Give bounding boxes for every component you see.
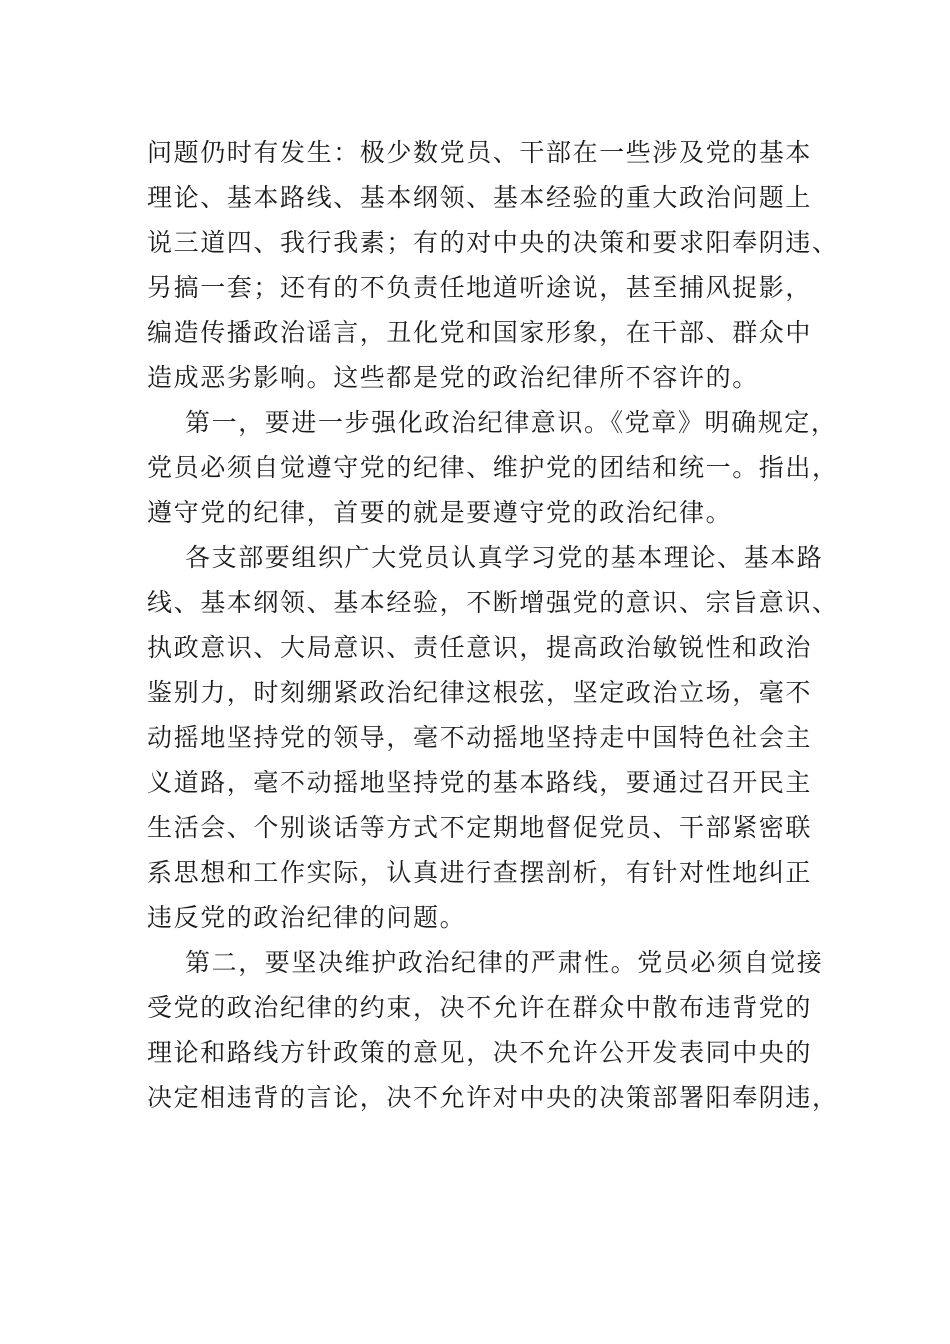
text-line: 系思想和工作实际，认真进行查摆剖析，有针对性地纠正: [147, 858, 813, 887]
text-line: 编造传播政治谣言，丑化党和国家形象，在干部、群众中: [147, 318, 813, 347]
text-line: 动摇地坚持党的领导，毫不动摇地坚持走中国特色社会主: [147, 723, 813, 752]
text-line: 说三道四、我行我素；有的对中央的决策和要求阳奉阴违、: [147, 228, 839, 257]
text-line: 遵守党的纪律，首要的就是要遵守党的政治纪律。: [147, 498, 733, 527]
text-line: 生活会、个别谈话等方式不定期地督促党员、干部紧密联: [147, 813, 813, 842]
text-line: 另搞一套；还有的不负责任地道听途说，甚至捕风捉影，: [147, 273, 813, 302]
text-line: 理论和路线方针政策的意见，决不允许公开发表同中央的: [147, 1038, 813, 1067]
text-line: 线、基本纲领、基本经验，不断增强党的意识、宗旨意识、: [147, 588, 839, 617]
text-line: 理论、基本路线、基本纲领、基本经验的重大政治问题上: [147, 183, 813, 212]
paragraph-first-line: 各支部要组织广大党员认真学习党的基本理论、基本路: [185, 543, 824, 572]
text-line: 决定相违背的言论，决不允许对中央的决策部署阳奉阴违，: [147, 1083, 839, 1112]
text-line: 鉴别力，时刻绷紧政治纪律这根弦，坚定政治立场，毫不: [147, 678, 813, 707]
paragraph-first-line: 第一，要进一步强化政治纪律意识。《党章》明确规定，: [185, 408, 838, 437]
text-line: 违反党的政治纪律的问题。: [147, 903, 467, 932]
text-line: 义道路，毫不动摇地坚持党的基本路线，要通过召开民主: [147, 768, 813, 797]
text-line: 造成恶劣影响。这些都是党的政治纪律所不容许的。: [147, 363, 759, 392]
text-line: 党员必须自觉遵守党的纪律、维护党的团结和统一。指出，: [147, 453, 839, 482]
text-line: 受党的政治纪律的约束，决不允许在群众中散布违背党的: [147, 993, 813, 1022]
text-line: 执政意识、大局意识、责任意识，提高政治敏锐性和政治: [147, 633, 813, 662]
text-line: 问题仍时有发生：极少数党员、干部在一些涉及党的基本: [147, 138, 813, 167]
document-body: [147, 130, 839, 1120]
paragraph-first-line: 第二，要坚决维护政治纪律的严肃性。党员必须自觉接: [185, 948, 824, 977]
